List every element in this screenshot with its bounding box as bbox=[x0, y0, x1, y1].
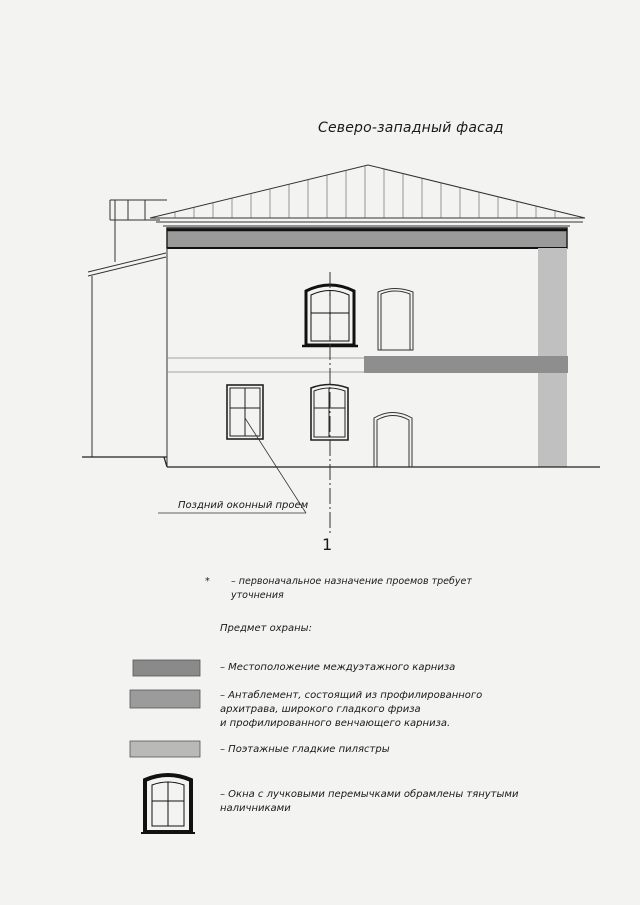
roof-seams bbox=[175, 166, 555, 218]
late-window-callout-label: Поздний оконный проем bbox=[178, 500, 309, 511]
interfloor-cornice bbox=[364, 356, 568, 373]
callout-leader bbox=[158, 418, 309, 513]
legend-item-pilasters: – Поэтажные гладкие пилястры bbox=[220, 744, 390, 755]
legend-swatch-pilaster bbox=[130, 741, 200, 757]
footnote-marker: * bbox=[205, 576, 210, 587]
legend-swatch-entablature bbox=[130, 690, 200, 708]
lower-window-late bbox=[227, 385, 263, 439]
legend-item-cornice: – Местоположение междуэтажного карниза bbox=[220, 662, 456, 673]
roof bbox=[150, 165, 585, 226]
upper-window-right-blind bbox=[378, 289, 413, 351]
legend-item-windows: – Окна с лучковыми перемычками обрамлены тянутыми наличниками bbox=[220, 789, 519, 814]
legend-item-entablature: – Антаблемент, состоящий из профилированного архитрава, широкого гладкого фриза и профилированного венчающего карниза. bbox=[220, 690, 483, 729]
left-annex bbox=[88, 200, 167, 457]
legend-swatch-cornice bbox=[133, 660, 200, 676]
section-number: 1 bbox=[322, 535, 333, 554]
lower-door-blind bbox=[374, 413, 412, 468]
ground-line bbox=[82, 457, 600, 467]
legend-heading: Предмет охраны: bbox=[220, 623, 312, 634]
footnote-text: – первоначальное назначение проемов требует уточнения bbox=[231, 576, 472, 601]
legend-window-icon bbox=[141, 775, 195, 833]
main-wall bbox=[167, 248, 365, 467]
drawing-title: Северо-западный фасад bbox=[318, 120, 504, 136]
